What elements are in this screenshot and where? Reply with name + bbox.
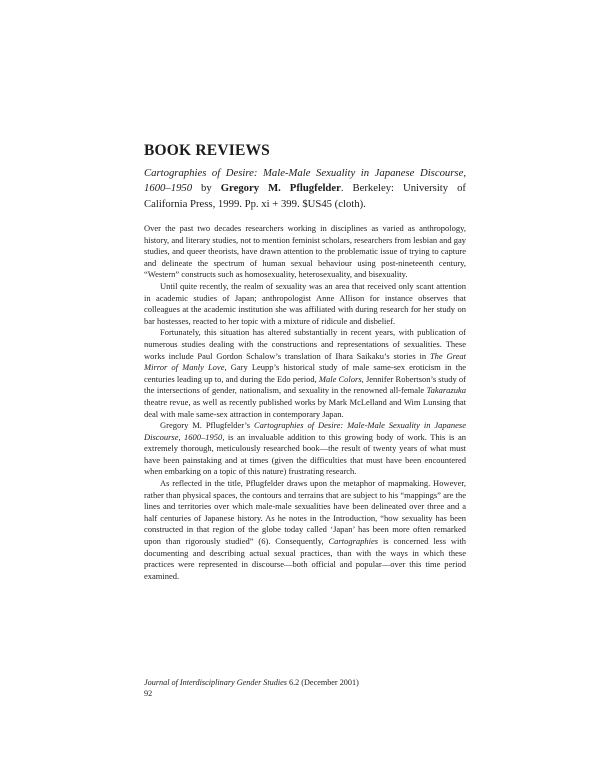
review-paragraph	[144, 420, 466, 478]
book-author: Gregory M. Pflugfelder	[220, 182, 341, 195]
by-word: by	[192, 182, 221, 195]
italic-title: Cartographies	[328, 536, 379, 547]
text-run: theatre revue, as well as recently published works by Mark McLelland and Wim Lunsing that deal with male same-sex attraction in contemporary Japan.	[144, 396, 466, 419]
publication-details: . Berkeley: University of California Press, 1999. Pp. xi + 399. $US45 (cloth).	[144, 182, 466, 210]
text-run: Over the past two decades researchers working in disciplines as varied as anthropology, history, and literary studies, not to mention feminist scholars, researchers from lesbian and gay studies, and queer theorists, have drawn attention to the problematic issue of trying to capture and delineate the spectrum of human sexual behaviour using post-nineteenth century, “Western” constructs such as homosexuality, heterosexuality, and bisexuality.	[144, 223, 466, 280]
text-run: Fortunately, this situation has altered substantially in recent years, with publication of numerous studies dealing with the constructions and representations of sexualities. These works include Paul Gordon Schalow’s translation of Ihara Saikaku’s stories in	[144, 327, 466, 361]
review-paragraph	[144, 327, 466, 420]
review-paragraph	[144, 281, 466, 327]
italic-title: The Great Mirror of Manly Love	[144, 350, 467, 373]
journal-name: Journal of Interdisciplinary Gender Studies	[144, 678, 287, 687]
review-paragraph	[144, 223, 466, 281]
book-title: Cartographies of Desire: Male-Male Sexuality in Japanese Discourse, 1600–1950	[144, 167, 466, 195]
text-run: , Jennifer Robertson’s study of the intersections of gender, nationalism, and sexuality in the renowned all-female	[144, 373, 466, 396]
text-run: Until quite recently, the realm of sexuality was an area that received only scant attention in academic studies of Japan; anthropologist Anne Allison for instance observes that colleagues at the academic institution she was affiliated with during research for her study on bar hostesses, reacted to her topic with a mixture of ridicule and disbelief.	[144, 280, 466, 326]
text-run: , Gary Leupp’s historical study of male same-sex eroticism in the centuries leading up to, and during the Edo period,	[144, 362, 466, 384]
journal-issue: 6.2 (December 2001)	[286, 678, 359, 687]
text-run: As reflected in the title, Pflugfelder draws upon the metaphor of mapmaking. However, rather than physical spaces, the contours and terrains that are subject to his “mappings” are the lines and territories over which male-male sexualities have been delineated over three and a half centuries of Japanese history. As he notes in the Introduction, “how sexuality has been constructed in that region of the globe today called ‘Japan’ has been more often remarked upon than rigorously studied” (6). Consequently,	[144, 478, 466, 547]
review-body	[144, 223, 466, 582]
text-run: is concerned less with documenting and describing actual sexual practices, than with the ways in which these practices were represented in discourse—both official and popular—over this time period examined.	[144, 536, 467, 581]
text-run: , is an invaluable addition to this growing body of work. This is an extremely thorough, meticulously researched book—the result of twenty years of what must have been painstaking and at times (given the difficulties that must have been encountered when embarking on a topic of this nature) frustrating research.	[144, 431, 466, 477]
journal-citation	[144, 677, 466, 688]
italic-title: Cartographies of Desire: Male-Male Sexuality in Japanese Discourse, 1600–1950	[144, 420, 467, 442]
italic-title: Takarazuka	[426, 385, 466, 396]
review-paragraph	[144, 478, 466, 582]
book-citation	[144, 166, 466, 212]
text-run: Gregory M. Pflugfelder’s	[160, 420, 254, 431]
page-number: 92	[144, 689, 153, 698]
page-footer	[144, 677, 466, 699]
section-heading: BOOK REVIEWS	[144, 142, 270, 159]
italic-title: Male Colors	[318, 373, 362, 384]
